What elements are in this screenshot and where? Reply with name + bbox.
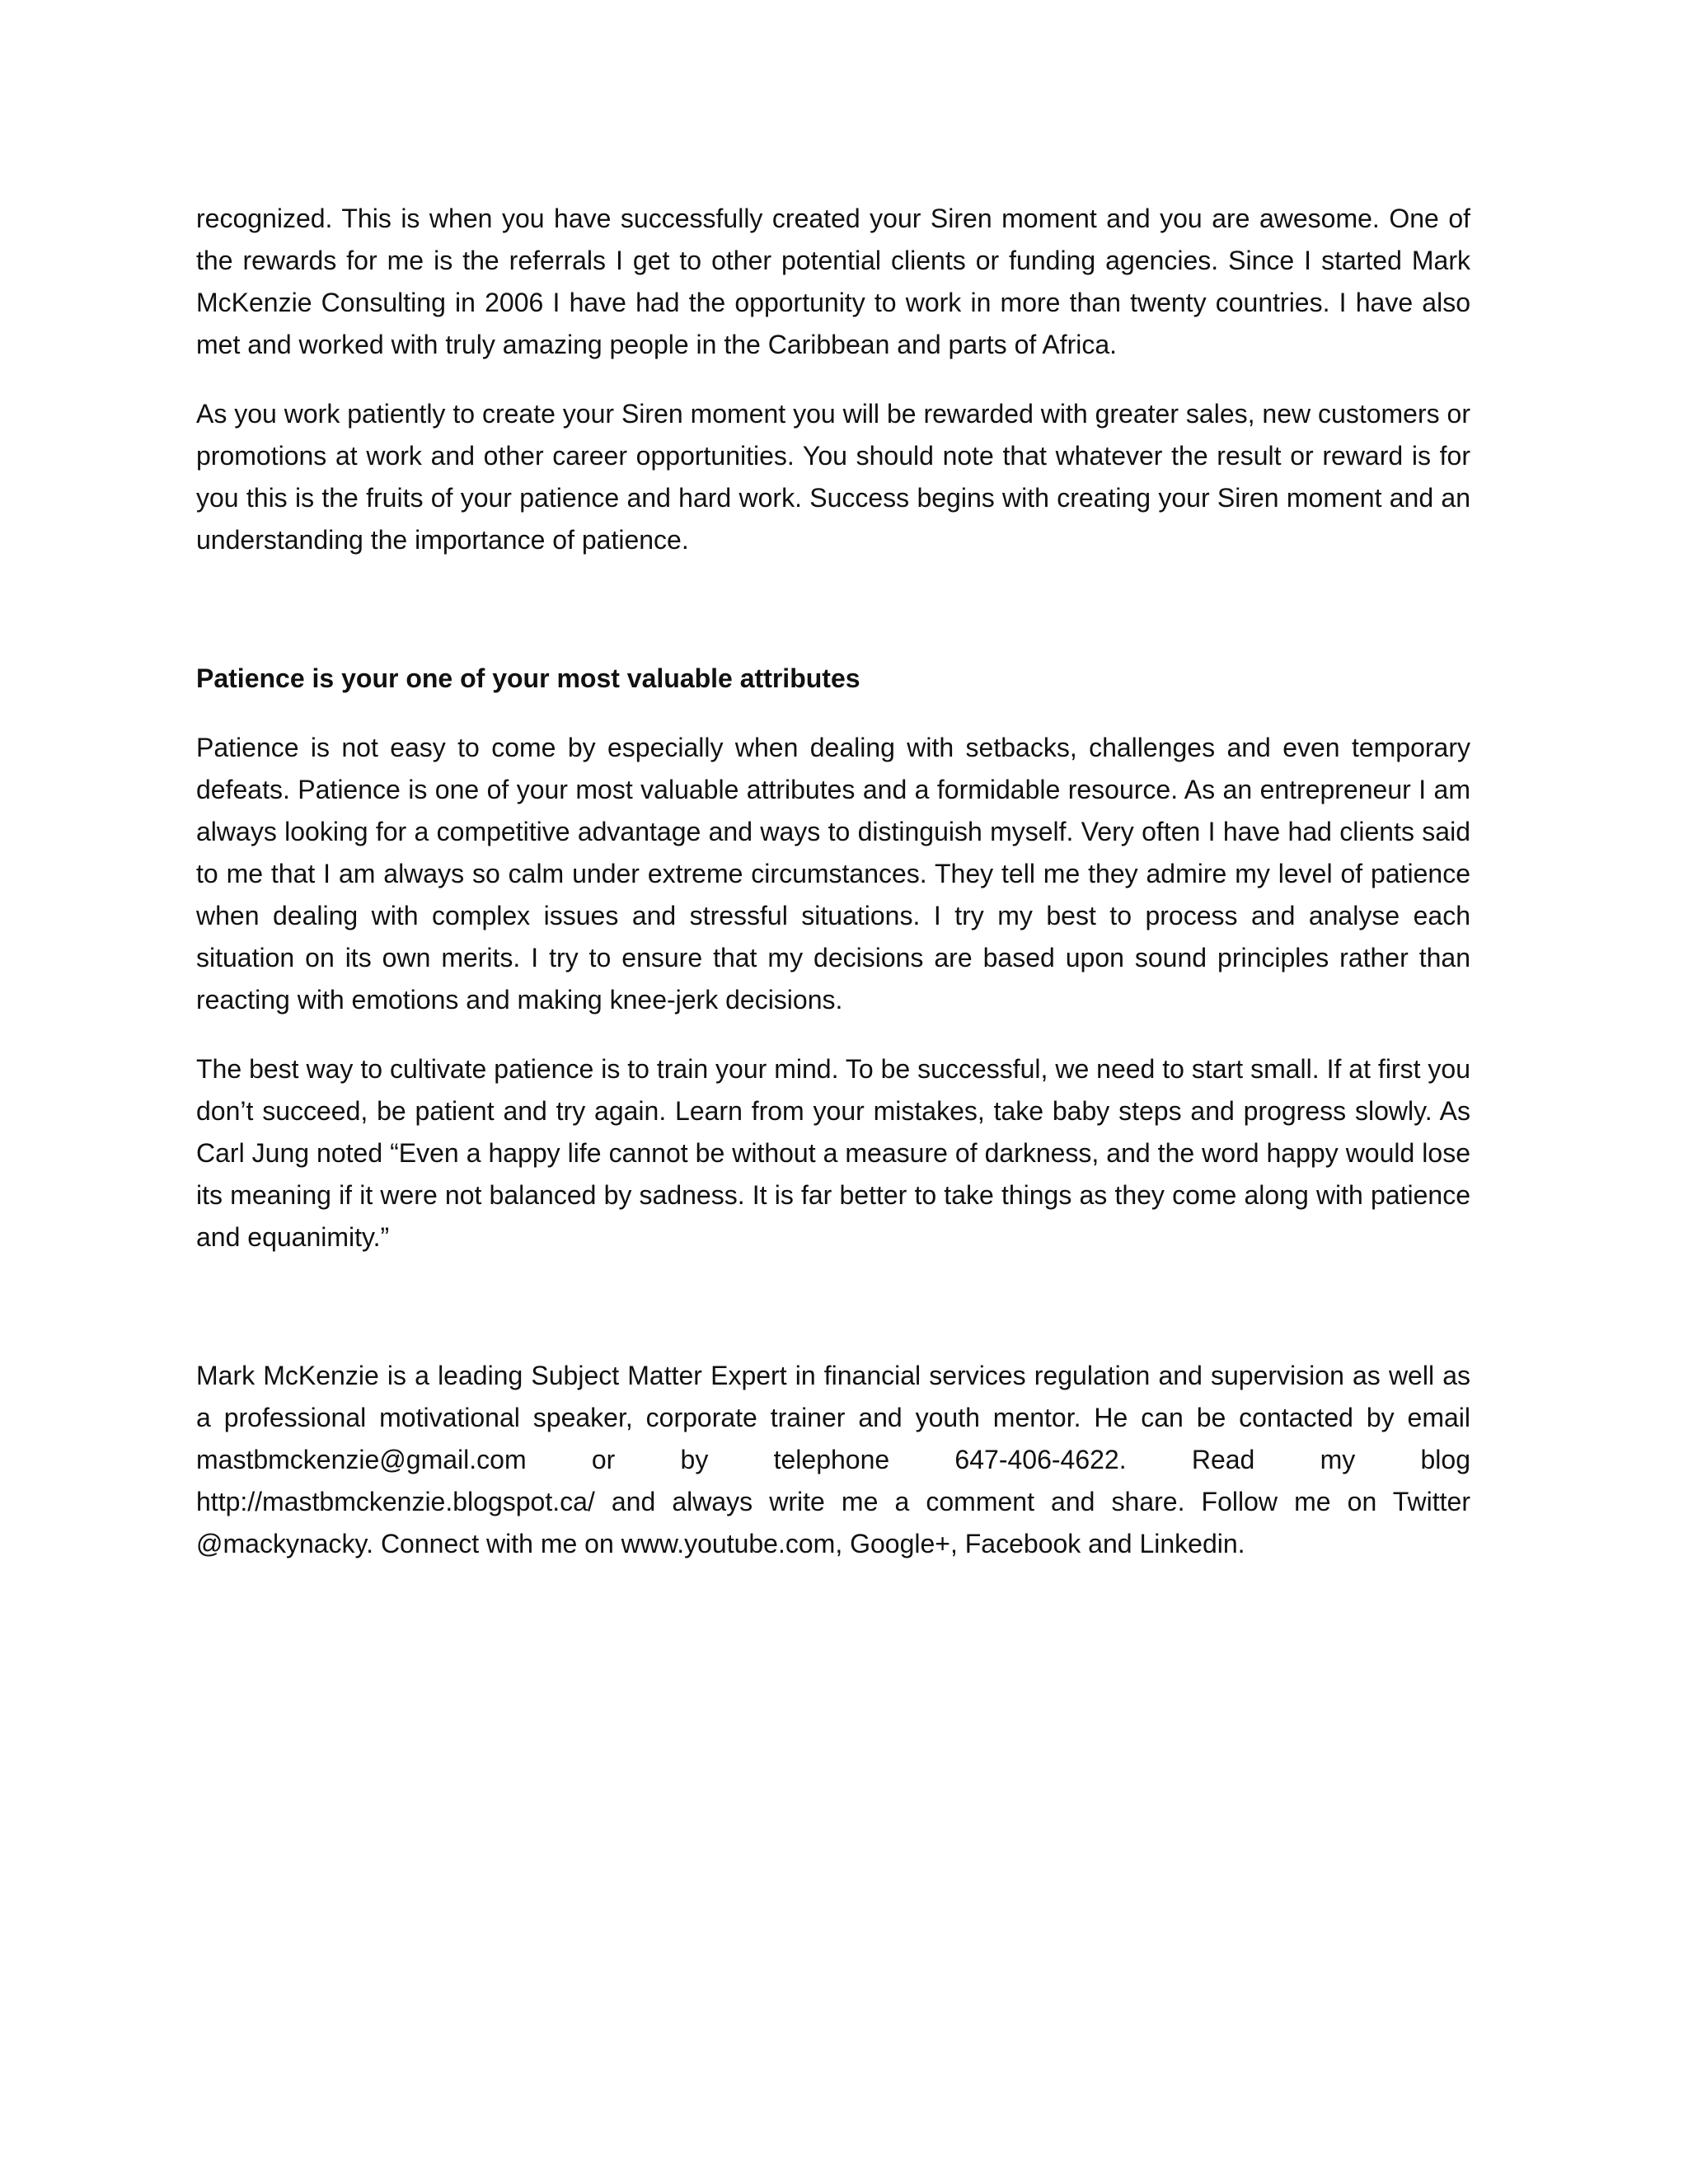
- paragraph-cultivate-patience: The best way to cultivate patience is to train your mind. To be successful, we need to start small. If at first you don’t succeed, be patient and try again. Learn from your mistakes, take baby steps and progress slowly. As Carl Jung noted “Even a happy life cannot be without a measure of darkness, and the word happy would lose its meaning if it were not balanced by sadness. It is far better to take things as they come along with patience and equanimity.”: [196, 1054, 1470, 1252]
- paragraph-rewards: As you work patiently to create your Siren moment you will be rewarded with greater sales, new customers or promotions at work and other career opportunities. You should note that whatever the result or reward is for you this is the fruits of your patience and hard work. Success begins with creating your Siren moment and an understanding the importance of patience.: [196, 399, 1470, 555]
- paragraph-referrals: recognized. This is when you have successfully created your Siren moment and you are awesome. One of the rewards for me is the referrals I get to other potential clients or funding agencies. Since I started Mark McKenzie Consulting in 2006 I have had the opportunity to work in more than twenty countries. I have also met and worked with truly amazing people in the Caribbean and parts of Africa.: [196, 204, 1470, 359]
- author-bio: Mark McKenzie is a leading Subject Matter Expert in financial services regulation and supervision as well as a professional motivational speaker, corporate trainer and youth mentor. He can be contacted by email mastbmckenzie@gmail.com or by telephone 647-406-4622. Read my blog http://mastbmckenzie.blogspot.ca/ and always write me a comment and share. Follow me on Twitter @mackynacky. Connect with me on www.youtube.com, Google+, Facebook and Linkedin.: [196, 1361, 1470, 1558]
- paragraph-patience-value: Patience is not easy to come by especially when dealing with setbacks, challenges and even temporary defeats. Patience is one of your most valuable attributes and a formidable resource. As an entrepreneur I am always looking for a competitive advantage and ways to distinguish myself. Very often I have had clients said to me that I am always so calm under extreme circumstances. They tell me they admire my level of patience when dealing with complex issues and stressful situations. I try my best to process and analyse each situation on its own merits. I try to ensure that my decisions are based upon sound principles rather than reacting with emotions and making knee-jerk decisions.: [196, 733, 1470, 1015]
- document-body: [196, 198, 1470, 1592]
- section-spacer: [196, 588, 1470, 658]
- bio-spacer: [196, 1286, 1470, 1355]
- section-heading: Patience is your one of your most valuable attributes: [196, 663, 860, 693]
